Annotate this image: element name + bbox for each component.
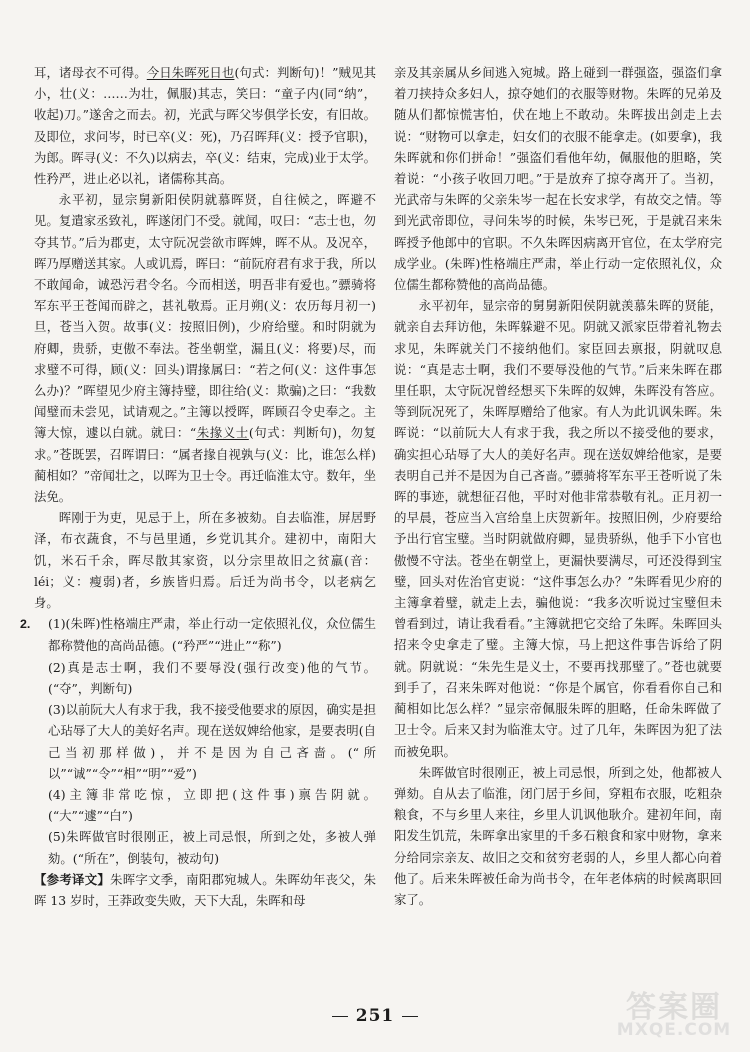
text-run: 朱晖字文季，南阳郡宛城人。朱晖幼年丧父，朱晖 13 岁时，王莽政变失败，天下大乱，朱晖和母 bbox=[34, 871, 377, 908]
text-run: (句式：判断句)，勿复求。”苍既罢，召晖谓曰：“属者掾自视孰与(义：比，谁怎么样)蔺相如？”帝闻壮之，以晖为卫士令。再迁临淮太守。数年，坐法免。 bbox=[34, 425, 377, 505]
paragraph: 朱晖做官时很刚正，被上司忌恨，所到之处，他都被人弹劾。自从去了临淮，闭门居于乡间，穿粗布衣服，吃粗杂粮食，不与乡里人来往，乡里人讥讽他耿介。建初年间，南阳发生饥荒，朱晖拿出家里的千多石粮食和家中财物，拿来分给同宗亲友、故旧之交和贫穷老弱的人，乡里人都心向着他了。后来朱晖被任命为尚书令，在年老体病的时候离职回家了。 bbox=[394, 764, 722, 907]
right-column bbox=[394, 62, 722, 910]
answer-text: (1)(朱晖)性格端庄严肃，举止行动一定依照礼仪，众位儒生都称赞他的高尚品德。(“矜严”“进止”“称”) bbox=[48, 616, 376, 654]
paragraph: 晖刚于为吏，见忌于上，所在多被劾。自去临淮，屏居野泽，布衣蔬食，不与邑里通，乡党讥其介。建初中，南阳大饥，米石千余，晖尽散其家资，以分宗里故旧之贫羸(音：léi；义：瘦弱)者，乡族皆归焉。后迁为尚书令，以老病乞身。 bbox=[34, 510, 376, 611]
text-run: 永平初，显宗舅新阳侯阴就慕晖贤，自往候之，晖避不见。复遣家丞致礼，晖遂闭门不受。就闻，叹曰：“志士也，勿夺其节。”后为郡吏，太守阮况尝欲市晖婢，晖不从。及况卒，晖乃厚赠送其家。人或讥焉，晖曰：“前阮府君有求于我，所以不敢闻命，诚恐污君令名。今而相送，明吾非有爱也。”骠骑将军东平王苍闻而辟之，甚礼敬焉。正月朔(义：农历每月初一)旦，苍当入贺。故事(义：按照旧例)，少府给璧。和时阴就为府卿，贵骄，吏傲不奉法。苍坐朝堂，漏且(义：将要)尽，而求璧不可得，顾(义：回头)谓掾属曰：“若之何(义：这件事怎么办)？”晖望见少府主簿持璧，即往给(义：欺骗)之曰：“我数闻璧而未尝见，试请观之。”主簿以授晖，晖顾召令史奉之。主簿大惊，遽以白就。就曰：“ bbox=[34, 192, 376, 441]
underlined-sentence: 朱掾义士 bbox=[196, 425, 249, 441]
paragraph bbox=[34, 62, 376, 189]
watermark-url: MXQE.COM bbox=[616, 1020, 732, 1040]
text-run: (句式：判断句)！”贼见其小，壮(义：……为壮，佩服)其志，笑曰：“童子内(同“纳”，收起)刀。”遂舍之而去。初，光武与晖父岑俱学长安，有旧故。及即位，求问岑，时已卒(义：死)，乃召晖拜(义：授予官职)，为郎。晖寻(义：不久)以病去，卒(义：结束，完成)业于太学。性矜严，进止必以礼，诸儒称其高。 bbox=[34, 65, 377, 187]
question-number: 2. bbox=[20, 617, 31, 632]
answer-item-1 bbox=[20, 613, 376, 656]
paragraph bbox=[34, 189, 376, 507]
answer-item-5: (5)朱晖做官时很刚正，被上司忌恨，所到之处，多被人弹劾。(“所在”，倒装句，被动句) bbox=[48, 829, 376, 866]
watermark-text: 答案圈 bbox=[626, 990, 722, 1025]
answer-item-4: (4)主簿非常吃惊，立即把(这件事)禀告阴就。(“大”“遽”“白”) bbox=[48, 786, 376, 824]
text-run: 耳，诸母衣不可得。 bbox=[34, 65, 147, 80]
answer-item-3: (3)以前阮大人有求于我，我不接受他要求的原因，确实是担心玷辱了大人的美好名声。现在送奴婢给他家，是要表明(自己当初那样做)，并不是因为自己吝啬。(“所以”“诚”“令”“相”“明”“爱”) bbox=[48, 702, 376, 781]
left-column bbox=[20, 62, 377, 911]
reference-translation-label: 【参考译文】 bbox=[34, 871, 111, 887]
page-number: 251 bbox=[355, 1006, 395, 1026]
answer-item-2: (2)真是志士啊，我们不要辱没(强行改变)他的气节。(“夺”，判断句) bbox=[48, 659, 376, 696]
footer-dash-left bbox=[332, 1016, 348, 1017]
footer-dash-right bbox=[402, 1016, 418, 1017]
paragraph: 亲及其亲属从乡间逃入宛城。路上碰到一群强盗，强盗们拿着刀挟持众多妇人，掠夺她们的衣服等财物。朱晖的兄弟及随从们都惊慌害怕，伏在地上不敢动。朱晖拔出剑走上去说：“财物可以拿走，妇女们的衣服不能拿走。(如要拿)，我朱晖就和你们拼命！”强盗们看他年幼，佩服他的胆略，笑着说：“小孩子收回刀吧。”于是放弃了掠夺离开了。当初，光武帝与朱晖的父亲朱岑一起在长安求学，有故交之情。等到光武帝即位，寻问朱岑的时候，朱岑已死，于是就召来朱晖授予他郎中的官职。不久朱晖因病离开官位，在太学府完成学业。(朱晖)性格端庄严肃，举止行动一定依照礼仪，众位儒生都称赞他的高尚品德。 bbox=[394, 65, 722, 293]
watermark-logo bbox=[604, 982, 744, 1046]
underlined-sentence: 今日朱晖死日也 bbox=[146, 65, 235, 80]
reference-translation bbox=[34, 869, 376, 911]
paragraph: 永平初年，显宗帝的舅舅新阳侯阴就羡慕朱晖的贤能，就亲自去拜访他，朱晖躲避不见。阴就又派家臣带着礼物去求见，朱晖就关门不接纳他们。家臣回去禀报，阴就叹息说：“真是志士啊，我们不要辱没他的气节。”后来朱晖在郡里任职，太守阮况曾经想买下朱晖的奴婢，朱晖没有答应。等到阮况死了，朱晖厚赠给了他家。有人为此讥讽朱晖。朱晖说：“以前阮大人有求于我，我之所以不接受他的要求，确实担心玷辱了大人的美好名声。现在送奴婢给他家，是要表明自己并不是因为自己吝啬。”骠骑将军东平王苍听说了朱晖的事迹，就想征召他，平时对他非常恭敬有礼。正月初一的早晨，苍应当入宫给皇上庆贺新年。按照旧例，少府要给予出行官宝璧。当时阴就做府卿，显贵骄纵，他手下小官也傲慢不守法。苍坐在朝堂上，更漏快要满尽，可还没得到宝璧，回头对佐治官吏说：“这件事怎么办？”朱晖看见少府的主簿拿着璧，就走上去，骗他说：“我多次听说过宝璧但未曾看到过，请让我看看。”主簿就把它交给了朱晖。朱晖回头招来令史拿走了璧。主簿大惊，马上把这件事告诉给了阴就。阴就说：“朱先生是义士，不要再找那璧了。”苍也就要到手了，召来朱晖对他说：“你是个属官，你看看你自己和蔺相如比怎么样？”显宗帝佩服朱晖的胆略，任命朱晖做了卫士令。后来又封为临淮太守。过了几年，朱晖因为犯了法而被免职。 bbox=[394, 298, 722, 759]
